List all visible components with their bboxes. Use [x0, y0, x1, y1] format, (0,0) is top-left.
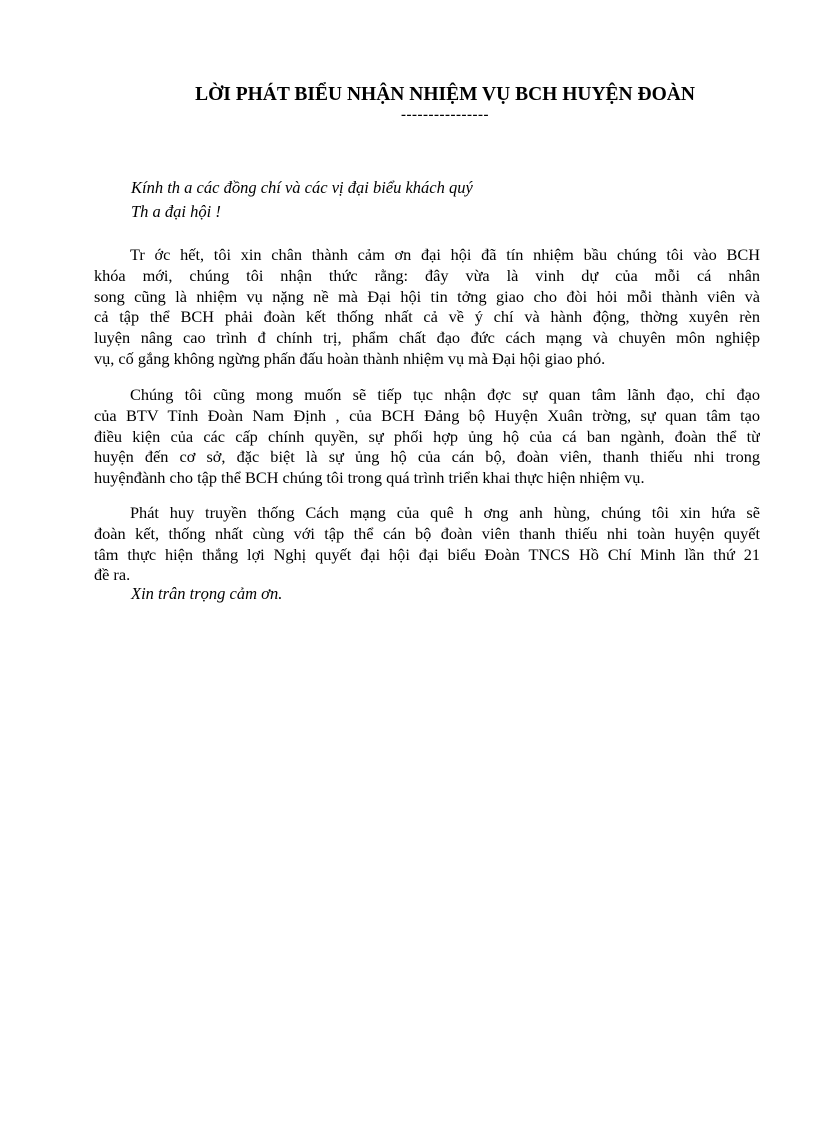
- paragraph-line: huyệnđành cho tập thể BCH chúng tôi trong quá trình triển khai thực hiện nhiệm vụ.: [94, 468, 645, 488]
- paragraph-line: tâm thực hiện thắng lợi Nghị quyết đại hội đại biểu Đoàn TNCS Hồ Chí Minh lần thứ 21: [94, 544, 760, 564]
- paragraph-line: đoàn kết, thống nhất cùng với tập thể cán bộ đoàn viên thanh thiếu nhi toàn huyện quyết: [94, 523, 760, 543]
- paragraph-line: vụ, cố gắng không ngừng phấn đấu hoàn thành nhiệm vụ mà Đại hội giao phó.: [94, 348, 606, 368]
- paragraph-line: điều kiện của các cấp chính quyền, sự phối hợp ủng hộ của cá ban ngành, đoàn thể từ: [94, 426, 760, 446]
- paragraph-line: của BTV Tỉnh Đoàn Nam Định , của BCH Đảng bộ Huyện Xuân trờng, sự quan tâm tạo: [94, 405, 760, 425]
- salutation-line-2: Th a đại hội !: [131, 202, 221, 221]
- salutation-line-1: Kính th a các đồng chí và các vị đại biểu khách quý: [131, 178, 473, 197]
- paragraph-line: huyện đến cơ sở, đặc biệt là sự ủng hộ của cán bộ, đoàn viên, thanh thiếu nhi trong: [94, 447, 760, 467]
- title-underline: ----------------: [401, 107, 489, 123]
- page-title: LỜI PHÁT BIỂU NHẬN NHIỆM VỤ BCH HUYỆN ĐOÀN: [195, 84, 695, 105]
- paragraph-3: [94, 503, 760, 586]
- paragraph-line: Phát huy truyền thống Cách mạng của quê h ơng anh hùng, chúng tôi xin hứa sẽ: [130, 503, 760, 522]
- paragraph-line: Tr ớc hết, tôi xin chân thành cảm ơn đại hội đã tín nhiệm bầu chúng tôi vào BCH: [130, 245, 760, 264]
- paragraph-1: [94, 245, 760, 370]
- paragraph-line: khóa mới, chúng tôi nhận thức rằng: đây vừa là vinh dự của mỗi cá nhân: [94, 265, 760, 285]
- paragraph-line: luyện nâng cao trình đ chính trị, phẩm chất đạo đức cách mạng và chuyên môn nghiệp: [94, 328, 760, 348]
- paragraph-2: [94, 385, 760, 489]
- paragraph-line: đề ra.: [94, 565, 131, 585]
- closing-line: Xin trân trọng cảm ơn.: [131, 584, 283, 603]
- paragraph-line: Chúng tôi cũng mong muốn sẽ tiếp tục nhận đợc sự quan tâm lãnh đạo, chỉ đạo: [130, 385, 760, 404]
- paragraph-line: cả tập thể BCH phải đoàn kết thống nhất cả về ý chí và hành động, thờng xuyên rèn: [94, 307, 760, 327]
- paragraph-line: song cũng là nhiệm vụ nặng nề mà Đại hội tin tởng giao cho đòi hỏi mỗi thành viên và: [94, 286, 760, 306]
